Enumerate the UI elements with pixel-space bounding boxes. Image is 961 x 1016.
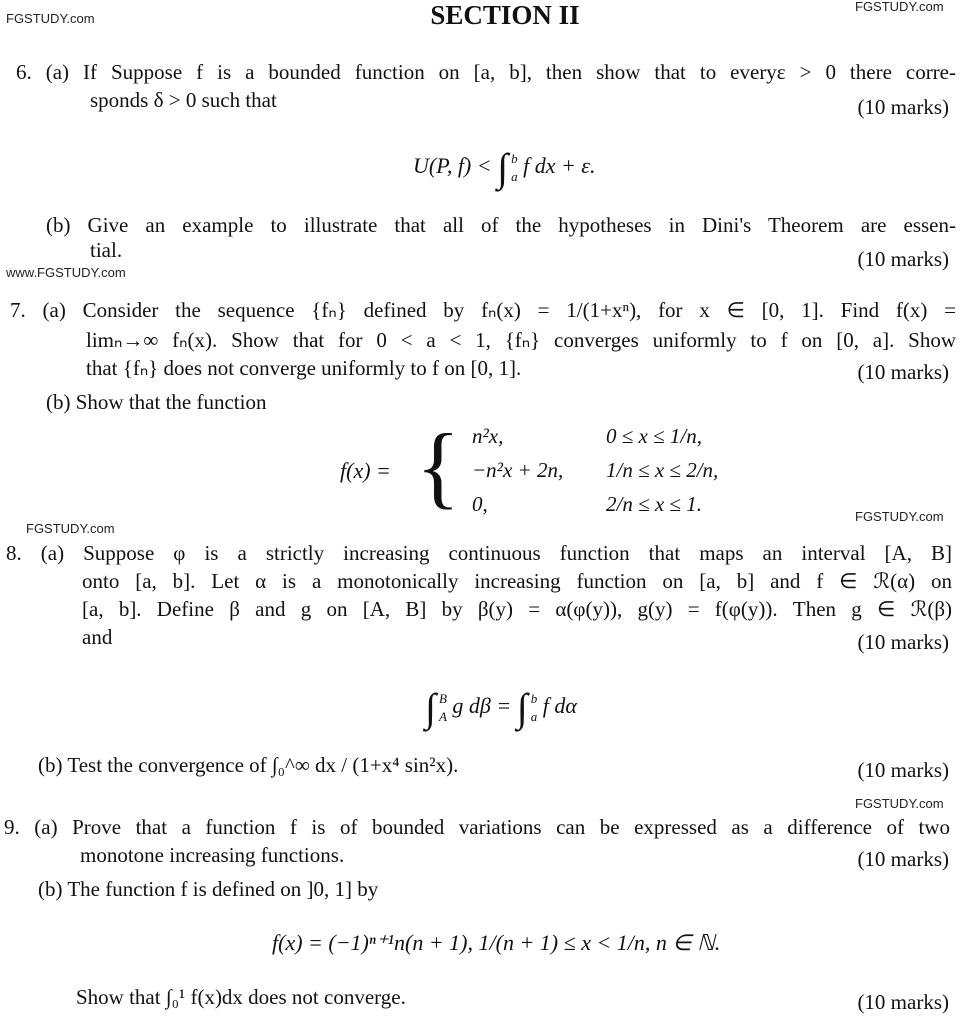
watermark: FGSTUDY.com bbox=[855, 796, 944, 811]
q9-b-marks: (10 marks) bbox=[857, 990, 949, 1014]
q6-a-equation bbox=[413, 145, 595, 191]
q7-a-line3: that {fₙ} does not converge uniformly to f on [0, 1]. bbox=[86, 356, 522, 380]
q7-a-line2: limₙ→∞ fₙ(x). Show that for 0 < a < 1, {fₙ} converges uniformly to f on [0, a]. Show bbox=[86, 328, 956, 352]
upper-limit: b bbox=[511, 150, 518, 166]
lower-limit: a bbox=[511, 169, 518, 184]
q9-a-marks: (10 marks) bbox=[857, 847, 949, 871]
upper-limit: b bbox=[530, 690, 538, 706]
q6-b-marks: (10 marks) bbox=[857, 247, 949, 271]
q6-a-line2: sponds δ > 0 such that bbox=[90, 88, 277, 112]
watermark: FGSTUDY.com bbox=[855, 509, 944, 524]
q6-a-marks: (10 marks) bbox=[857, 95, 949, 119]
q8-a-line3: [a, b]. Define β and g on [A, B] by β(y) = α(φ(y)), g(y) = f(φ(y)). Then g ∈ ℛ(β) bbox=[82, 597, 952, 621]
integral-symbol: ∫ bbox=[516, 685, 528, 730]
integral-symbol: ∫ bbox=[425, 685, 436, 730]
eq-right: f dα bbox=[542, 693, 577, 719]
case-expr: −n²x + 2n, bbox=[472, 458, 564, 482]
q7-b-eq-left: f(x) = bbox=[340, 458, 391, 483]
section-title: SECTION II bbox=[430, 0, 580, 30]
q8-a-line2: onto [a, b]. Let α is a monotonically increasing function on [a, b] and f ∈ ℛ(α) on bbox=[82, 569, 952, 593]
watermark: FGSTUDY.com bbox=[26, 521, 115, 536]
watermark: FGSTUDY.com bbox=[855, 0, 944, 14]
watermark: FGSTUDY.com bbox=[6, 11, 95, 26]
case-cond: 0 ≤ x ≤ 1/n, bbox=[606, 424, 702, 448]
q7-a-line1: 7. (a) Consider the sequence {fₙ} defined by fₙ(x) = 1/(1+xⁿ), for x ∈ [0, 1]. Find f(x) = bbox=[10, 298, 956, 322]
watermark: www.FGSTUDY.com bbox=[6, 265, 126, 280]
eq-right: f dx + ε. bbox=[523, 153, 596, 179]
q8-a-line1: 8. (a) Suppose φ is a strictly increasing continuous function that maps an interval [A, B] bbox=[6, 541, 952, 565]
q6-b-line1: (b) Give an example to illustrate that all of the hypotheses in Dini's Theorem are essen- bbox=[46, 213, 956, 237]
case-expr: 0, bbox=[472, 492, 488, 516]
q9-b-line1: (b) The function f is defined on ]0, 1] by bbox=[38, 877, 379, 901]
q8-b-marks: (10 marks) bbox=[857, 758, 949, 782]
q6-a-line1: 6. (a) If Suppose f is a bounded function on [a, b], then show that to everyε > 0 there corre- bbox=[16, 60, 956, 84]
q8-a-marks: (10 marks) bbox=[857, 630, 949, 654]
q9-a-line2: monotone increasing functions. bbox=[80, 843, 345, 867]
q9-b-line3: Show that ∫₀¹ f(x)dx does not converge. bbox=[76, 985, 406, 1009]
left-brace: { bbox=[416, 415, 461, 517]
case-expr: n²x, bbox=[472, 424, 504, 448]
eq-mid: g dβ = bbox=[452, 693, 512, 719]
lower-limit: A bbox=[438, 709, 447, 724]
case-cond: 1/n ≤ x ≤ 2/n, bbox=[606, 458, 719, 482]
q8-a-equation bbox=[425, 685, 577, 731]
q7-b-line1: (b) Show that the function bbox=[46, 390, 267, 414]
case-cond: 2/n ≤ x ≤ 1. bbox=[606, 492, 702, 516]
integral-symbol: ∫ bbox=[497, 145, 509, 190]
upper-limit: B bbox=[438, 690, 447, 706]
q8-b-line1: (b) Test the convergence of ∫₀^∞ dx / (1+x⁴ sin²x). bbox=[38, 753, 459, 777]
q6-b-line2: tial. bbox=[90, 238, 123, 262]
q8-a-line4: and bbox=[82, 625, 113, 649]
eq-left: U(P, f) < bbox=[413, 153, 492, 179]
q7-a-marks: (10 marks) bbox=[857, 360, 949, 384]
q9-a-line1: 9. (a) Prove that a function f is of bounded variations can be expressed as a difference of two bbox=[4, 815, 950, 839]
lower-limit: a bbox=[530, 709, 538, 724]
q9-b-equation: f(x) = (−1)ⁿ⁺¹n(n + 1), 1/(n + 1) ≤ x < 1/n, n ∈ ℕ. bbox=[272, 930, 721, 955]
